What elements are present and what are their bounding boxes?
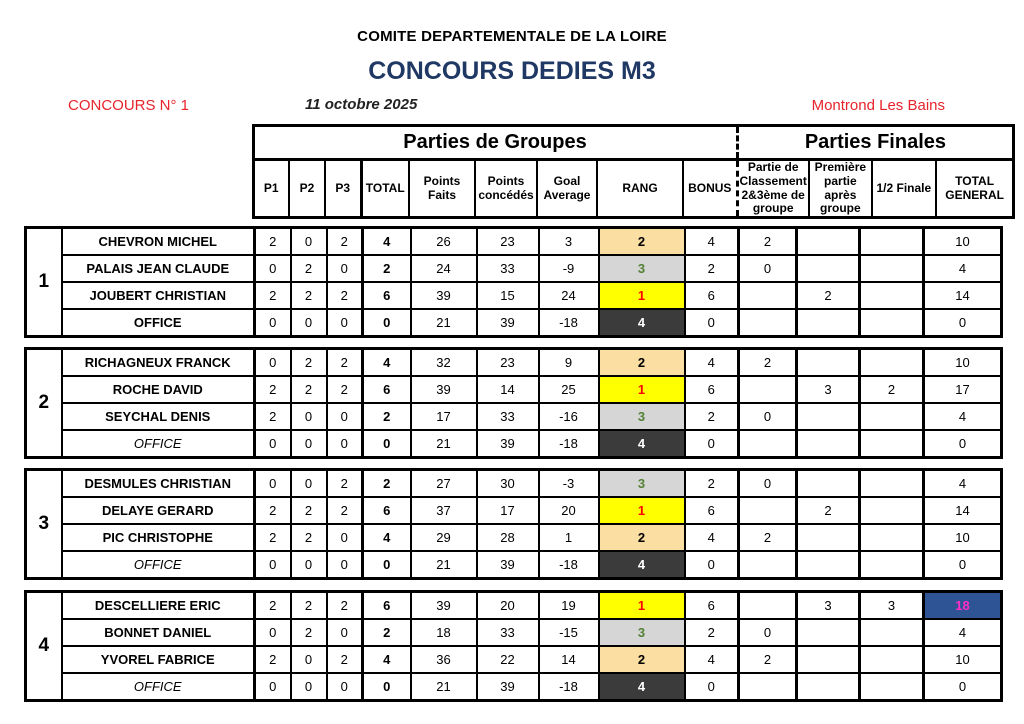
cell-demi-finale <box>860 430 924 458</box>
cell-bonus: 4 <box>685 524 739 551</box>
cell-total-general: 0 <box>924 551 1002 579</box>
table-row <box>26 592 1002 620</box>
col-premiere-partie: Première partie après groupe <box>809 160 872 218</box>
cell-partie-classement <box>739 673 797 701</box>
cell-goal-average: -18 <box>539 551 599 579</box>
cell-rang: 1 <box>599 592 685 620</box>
cell-points-faits: 29 <box>411 524 477 551</box>
cell-p3: 0 <box>327 524 363 551</box>
player-name: YVOREL FABRICE <box>62 646 255 673</box>
cell-goal-average: 25 <box>539 376 599 403</box>
cell-rang: 1 <box>599 282 685 309</box>
cell-premiere-partie <box>797 470 860 498</box>
cell-demi-finale <box>860 282 924 309</box>
table-row <box>26 403 1002 430</box>
cell-demi-finale <box>860 524 924 551</box>
cell-bonus: 6 <box>685 376 739 403</box>
cell-bonus: 0 <box>685 430 739 458</box>
cell-p3: 0 <box>327 673 363 701</box>
cell-points-concedes: 39 <box>477 673 539 701</box>
cell-premiere-partie <box>797 349 860 377</box>
cell-premiere-partie <box>797 228 860 256</box>
cell-bonus: 0 <box>685 551 739 579</box>
cell-rang: 4 <box>599 309 685 337</box>
cell-partie-classement <box>739 309 797 337</box>
player-name: RICHAGNEUX FRANCK <box>62 349 255 377</box>
group-number: 3 <box>26 470 62 579</box>
col-points-concedes: Points concédés <box>475 160 537 218</box>
col-demi-finale: 1/2 Finale <box>872 160 936 218</box>
col-points-faits: Points Faits <box>409 160 475 218</box>
cell-points-faits: 26 <box>411 228 477 256</box>
cell-points-faits: 32 <box>411 349 477 377</box>
player-name: BONNET DANIEL <box>62 619 255 646</box>
col-p1: P1 <box>253 160 289 218</box>
cell-points-concedes: 28 <box>477 524 539 551</box>
cell-points-concedes: 22 <box>477 646 539 673</box>
cell-points-concedes: 39 <box>477 551 539 579</box>
cell-rang: 2 <box>599 228 685 256</box>
concours-number: CONCOURS N° 1 <box>68 97 190 114</box>
cell-partie-classement <box>739 497 797 524</box>
cell-p1: 2 <box>255 592 291 620</box>
player-name: OFFICE <box>62 551 255 579</box>
cell-total-general: 10 <box>924 349 1002 377</box>
cell-bonus: 4 <box>685 646 739 673</box>
cell-rang: 4 <box>599 430 685 458</box>
cell-p1: 0 <box>255 309 291 337</box>
player-name: JOUBERT CHRISTIAN <box>62 282 255 309</box>
cell-demi-finale <box>860 673 924 701</box>
cell-p2: 2 <box>291 524 327 551</box>
cell-total: 2 <box>363 403 411 430</box>
cell-partie-classement: 0 <box>739 470 797 498</box>
cell-p1: 0 <box>255 430 291 458</box>
cell-total: 2 <box>363 619 411 646</box>
cell-premiere-partie <box>797 403 860 430</box>
cell-total-general: 0 <box>924 673 1002 701</box>
cell-bonus: 6 <box>685 282 739 309</box>
cell-rang: 3 <box>599 470 685 498</box>
cell-p2: 0 <box>291 403 327 430</box>
cell-points-faits: 21 <box>411 551 477 579</box>
cell-p1: 2 <box>255 282 291 309</box>
cell-rang: 2 <box>599 524 685 551</box>
cell-bonus: 0 <box>685 309 739 337</box>
cell-points-concedes: 39 <box>477 309 539 337</box>
cell-rang: 2 <box>599 349 685 377</box>
cell-goal-average: -9 <box>539 255 599 282</box>
cell-goal-average: -18 <box>539 309 599 337</box>
section-header-row <box>24 126 1014 160</box>
cell-demi-finale <box>860 255 924 282</box>
cell-premiere-partie: 2 <box>797 282 860 309</box>
table-row <box>26 551 1002 579</box>
cell-total-general: 4 <box>924 619 1002 646</box>
cell-p3: 2 <box>327 592 363 620</box>
col-total: TOTAL <box>361 160 409 218</box>
cell-partie-classement: 0 <box>739 403 797 430</box>
cell-points-faits: 21 <box>411 673 477 701</box>
col-p3: P3 <box>325 160 361 218</box>
cell-bonus: 6 <box>685 497 739 524</box>
table-row <box>26 646 1002 673</box>
player-name: OFFICE <box>62 673 255 701</box>
group-block-2 <box>24 347 1003 459</box>
cell-premiere-partie: 3 <box>797 592 860 620</box>
cell-bonus: 2 <box>685 403 739 430</box>
cell-p1: 2 <box>255 646 291 673</box>
cell-goal-average: 19 <box>539 592 599 620</box>
player-name: ROCHE DAVID <box>62 376 255 403</box>
cell-p3: 2 <box>327 376 363 403</box>
cell-total-general: 4 <box>924 255 1002 282</box>
cell-demi-finale <box>860 403 924 430</box>
cell-points-concedes: 39 <box>477 430 539 458</box>
player-name: SEYCHAL DENIS <box>62 403 255 430</box>
table-row <box>26 349 1002 377</box>
cell-total: 0 <box>363 309 411 337</box>
cell-bonus: 2 <box>685 619 739 646</box>
cell-demi-finale <box>860 309 924 337</box>
group-number: 4 <box>26 592 62 701</box>
cell-p2: 2 <box>291 255 327 282</box>
cell-premiere-partie <box>797 524 860 551</box>
group-number: 2 <box>26 349 62 458</box>
cell-demi-finale <box>860 551 924 579</box>
cell-p2: 0 <box>291 228 327 256</box>
cell-premiere-partie <box>797 255 860 282</box>
table-row <box>26 619 1002 646</box>
cell-demi-finale <box>860 646 924 673</box>
cell-goal-average: -18 <box>539 673 599 701</box>
cell-p2: 2 <box>291 497 327 524</box>
group-block-3 <box>24 468 1003 580</box>
cell-p3: 0 <box>327 309 363 337</box>
cell-premiere-partie <box>797 646 860 673</box>
cell-points-faits: 17 <box>411 403 477 430</box>
cell-p3: 2 <box>327 349 363 377</box>
cell-p1: 0 <box>255 255 291 282</box>
table-row <box>26 430 1002 458</box>
table-row <box>26 309 1002 337</box>
table-row <box>26 376 1002 403</box>
cell-p2: 2 <box>291 282 327 309</box>
cell-total-general: 4 <box>924 403 1002 430</box>
cell-rang: 1 <box>599 376 685 403</box>
cell-points-faits: 39 <box>411 376 477 403</box>
player-name: OFFICE <box>62 309 255 337</box>
cell-total: 6 <box>363 497 411 524</box>
cell-rang: 4 <box>599 673 685 701</box>
section-parties-de-groupes: Parties de Groupes <box>253 126 737 160</box>
cell-goal-average: -3 <box>539 470 599 498</box>
cell-bonus: 4 <box>685 228 739 256</box>
player-name: DESCELLIERE ERIC <box>62 592 255 620</box>
cell-goal-average: 1 <box>539 524 599 551</box>
cell-points-faits: 18 <box>411 619 477 646</box>
event-location: Montrond Les Bains <box>811 97 945 114</box>
cell-p1: 2 <box>255 228 291 256</box>
cell-bonus: 6 <box>685 592 739 620</box>
cell-rang: 3 <box>599 403 685 430</box>
section-parties-finales: Parties Finales <box>737 126 1014 160</box>
cell-premiere-partie <box>797 309 860 337</box>
cell-demi-finale <box>860 497 924 524</box>
cell-p3: 2 <box>327 646 363 673</box>
cell-total-general: 17 <box>924 376 1002 403</box>
cell-points-concedes: 20 <box>477 592 539 620</box>
cell-total: 4 <box>363 646 411 673</box>
player-name: DELAYE GERARD <box>62 497 255 524</box>
column-header-row <box>24 160 1014 218</box>
group-block-4 <box>24 590 1003 702</box>
cell-partie-classement: 2 <box>739 646 797 673</box>
cell-p2: 2 <box>291 592 327 620</box>
cell-points-faits: 27 <box>411 470 477 498</box>
cell-p2: 0 <box>291 430 327 458</box>
cell-p1: 2 <box>255 403 291 430</box>
page-title: CONCOURS DEDIES M3 <box>368 57 656 85</box>
cell-bonus: 4 <box>685 349 739 377</box>
col-goal-average: Goal Average <box>537 160 597 218</box>
cell-demi-finale <box>860 619 924 646</box>
cell-demi-finale: 2 <box>860 376 924 403</box>
col-p2: P2 <box>289 160 325 218</box>
cell-partie-classement: 2 <box>739 524 797 551</box>
cell-partie-classement <box>739 282 797 309</box>
cell-points-concedes: 23 <box>477 349 539 377</box>
cell-p3: 0 <box>327 403 363 430</box>
cell-points-concedes: 23 <box>477 228 539 256</box>
cell-bonus: 2 <box>685 470 739 498</box>
cell-points-concedes: 30 <box>477 470 539 498</box>
cell-total: 0 <box>363 673 411 701</box>
table-row <box>26 255 1002 282</box>
cell-points-faits: 24 <box>411 255 477 282</box>
cell-total: 4 <box>363 349 411 377</box>
cell-rang: 3 <box>599 255 685 282</box>
cell-total: 6 <box>363 282 411 309</box>
cell-rang: 3 <box>599 619 685 646</box>
cell-p3: 0 <box>327 255 363 282</box>
cell-p2: 0 <box>291 470 327 498</box>
player-name: OFFICE <box>62 430 255 458</box>
cell-p1: 2 <box>255 497 291 524</box>
cell-p2: 2 <box>291 619 327 646</box>
cell-partie-classement: 0 <box>739 255 797 282</box>
cell-p1: 0 <box>255 551 291 579</box>
cell-goal-average: -16 <box>539 403 599 430</box>
cell-goal-average: -18 <box>539 430 599 458</box>
committee-title: COMITE DEPARTEMENTALE DE LA LOIRE <box>357 28 667 45</box>
table-row <box>26 673 1002 701</box>
cell-p1: 0 <box>255 619 291 646</box>
cell-demi-finale: 3 <box>860 592 924 620</box>
cell-p3: 2 <box>327 470 363 498</box>
cell-goal-average: -15 <box>539 619 599 646</box>
cell-premiere-partie <box>797 551 860 579</box>
cell-premiere-partie: 2 <box>797 497 860 524</box>
cell-p3: 2 <box>327 497 363 524</box>
cell-partie-classement: 2 <box>739 228 797 256</box>
cell-points-faits: 36 <box>411 646 477 673</box>
col-bonus: BONUS <box>683 160 737 218</box>
cell-total: 4 <box>363 524 411 551</box>
cell-partie-classement <box>739 592 797 620</box>
cell-total-general: 10 <box>924 228 1002 256</box>
cell-total: 6 <box>363 376 411 403</box>
cell-total: 0 <box>363 430 411 458</box>
table-row <box>26 497 1002 524</box>
col-rang: RANG <box>597 160 683 218</box>
cell-p2: 0 <box>291 646 327 673</box>
player-name: CHEVRON MICHEL <box>62 228 255 256</box>
cell-total-general: 14 <box>924 497 1002 524</box>
cell-p1: 2 <box>255 376 291 403</box>
cell-p2: 2 <box>291 376 327 403</box>
cell-bonus: 2 <box>685 255 739 282</box>
cell-points-faits: 39 <box>411 592 477 620</box>
table-row <box>26 282 1002 309</box>
cell-points-concedes: 33 <box>477 619 539 646</box>
cell-p2: 0 <box>291 309 327 337</box>
cell-goal-average: 20 <box>539 497 599 524</box>
cell-total: 2 <box>363 470 411 498</box>
cell-demi-finale <box>860 228 924 256</box>
player-name: PIC CHRISTOPHE <box>62 524 255 551</box>
cell-goal-average: 14 <box>539 646 599 673</box>
cell-premiere-partie <box>797 619 860 646</box>
player-name: DESMULES CHRISTIAN <box>62 470 255 498</box>
col-partie-classement: Partie de Classement 2&3ème de groupe <box>737 160 809 218</box>
cell-goal-average: 24 <box>539 282 599 309</box>
group-number: 1 <box>26 228 62 337</box>
cell-points-faits: 21 <box>411 309 477 337</box>
cell-premiere-partie <box>797 673 860 701</box>
table-row <box>26 524 1002 551</box>
cell-p2: 0 <box>291 551 327 579</box>
cell-points-faits: 37 <box>411 497 477 524</box>
cell-demi-finale <box>860 349 924 377</box>
cell-total: 4 <box>363 228 411 256</box>
player-name: PALAIS JEAN CLAUDE <box>62 255 255 282</box>
cell-total-general: 0 <box>924 430 1002 458</box>
table-row <box>26 470 1002 498</box>
cell-goal-average: 9 <box>539 349 599 377</box>
cell-total-general: 4 <box>924 470 1002 498</box>
cell-rang: 4 <box>599 551 685 579</box>
cell-points-concedes: 17 <box>477 497 539 524</box>
cell-total-general: 18 <box>924 592 1002 620</box>
cell-p3: 2 <box>327 228 363 256</box>
event-date: 11 octobre 2025 <box>305 96 418 113</box>
cell-points-concedes: 33 <box>477 403 539 430</box>
cell-p1: 0 <box>255 470 291 498</box>
cell-partie-classement <box>739 551 797 579</box>
cell-p3: 0 <box>327 430 363 458</box>
cell-partie-classement <box>739 430 797 458</box>
cell-points-faits: 21 <box>411 430 477 458</box>
cell-p3: 0 <box>327 619 363 646</box>
cell-total-general: 14 <box>924 282 1002 309</box>
cell-total: 2 <box>363 255 411 282</box>
cell-points-faits: 39 <box>411 282 477 309</box>
cell-demi-finale <box>860 470 924 498</box>
cell-points-concedes: 33 <box>477 255 539 282</box>
cell-points-concedes: 14 <box>477 376 539 403</box>
cell-partie-classement: 2 <box>739 349 797 377</box>
cell-p1: 0 <box>255 673 291 701</box>
cell-premiere-partie: 3 <box>797 376 860 403</box>
cell-p2: 2 <box>291 349 327 377</box>
cell-p3: 0 <box>327 551 363 579</box>
cell-partie-classement: 0 <box>739 619 797 646</box>
cell-goal-average: 3 <box>539 228 599 256</box>
cell-partie-classement <box>739 376 797 403</box>
cell-total: 6 <box>363 592 411 620</box>
cell-bonus: 0 <box>685 673 739 701</box>
cell-p2: 0 <box>291 673 327 701</box>
cell-total-general: 0 <box>924 309 1002 337</box>
cell-premiere-partie <box>797 430 860 458</box>
cell-total-general: 10 <box>924 646 1002 673</box>
cell-p3: 2 <box>327 282 363 309</box>
results-table-header <box>24 124 1015 219</box>
cell-p1: 2 <box>255 524 291 551</box>
group-block-1 <box>24 226 1003 338</box>
cell-rang: 2 <box>599 646 685 673</box>
cell-rang: 1 <box>599 497 685 524</box>
cell-points-concedes: 15 <box>477 282 539 309</box>
cell-total: 0 <box>363 551 411 579</box>
cell-p1: 0 <box>255 349 291 377</box>
table-row <box>26 228 1002 256</box>
col-total-general: TOTAL GENERAL <box>936 160 1014 218</box>
cell-total-general: 10 <box>924 524 1002 551</box>
